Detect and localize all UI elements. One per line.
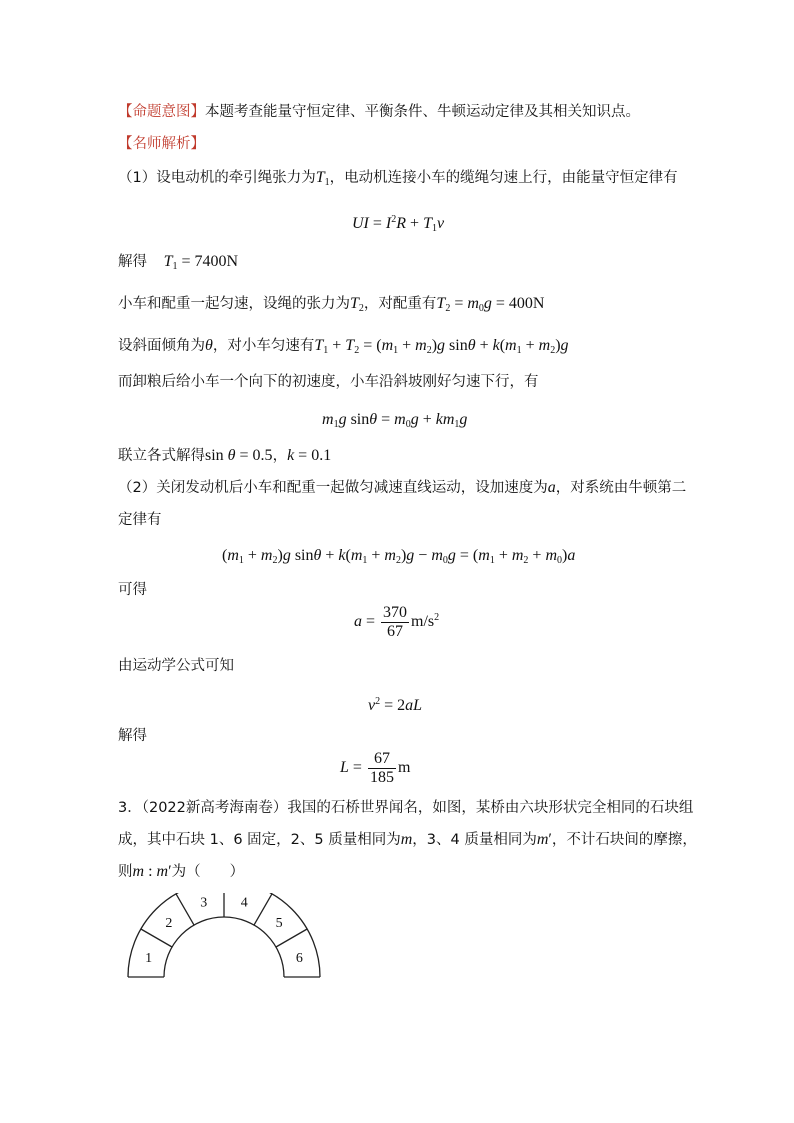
q3-line2	[118, 830, 697, 850]
p5-sep: ，	[272, 448, 288, 464]
q3-line3-a: 则	[118, 864, 133, 880]
part2-line1	[118, 478, 686, 498]
stone-block-label-2: 2	[165, 915, 173, 931]
arch-inner	[164, 917, 284, 977]
get-label: 可得	[118, 582, 147, 598]
a-symbol: a	[547, 479, 556, 496]
ratio-symbol: m : m′	[132, 863, 172, 880]
solve-L-line	[118, 726, 147, 746]
q3-line2-a: 成，其中石块 1、6 固定，2、5 质量相同为	[118, 832, 401, 848]
solve-L-label: 解得	[118, 728, 147, 744]
get-line	[118, 580, 147, 600]
uniform-up-eq: $T_1 + T_2 = (m_1 + m_2)g$ $\sin\theta + k(m_1 + m_2)g$	[314, 337, 569, 356]
stone-block-label-6: 6	[295, 950, 303, 966]
combined-result-line	[118, 446, 331, 466]
p3-a: 设斜面倾角为	[118, 338, 205, 354]
analysis-line	[118, 134, 205, 154]
arch-joint	[254, 894, 272, 925]
part2-line1-b: ，对系统由牛顿第二	[555, 480, 687, 496]
p3-b: ，对小车匀速有	[212, 338, 315, 354]
part2-line1-a: （2）关闭发动机后小车和配重一起做匀减速直线运动，设加速度为	[118, 480, 548, 496]
intent-line	[118, 102, 640, 122]
solve-label: 解得	[118, 254, 147, 270]
kinematics-label: 由运动学公式可知	[118, 658, 234, 674]
m-prime-symbol: m′	[536, 831, 552, 848]
analysis-label: 【名师解析】	[118, 136, 205, 152]
acceleration-result: a = $\frac{370}{67}$ $m/s^2$	[354, 604, 440, 640]
stone-block-label-1: 1	[145, 950, 153, 966]
part2-line2	[118, 510, 162, 530]
kinematics-line	[118, 656, 234, 676]
part2-line2-text: 定律有	[118, 512, 162, 528]
q3-line2-c: ，不计石块间的摩擦，	[551, 832, 697, 848]
p4: 而卸粮后给小车一个向下的初速度，小车沿斜坡刚好匀速下行，有	[118, 374, 539, 390]
intent-label: 【命题意图】	[118, 104, 205, 120]
arch-joint	[176, 894, 194, 925]
part1-intro-a: （1）设电动机的牵引绳张力为	[118, 170, 316, 186]
arch-outline	[128, 893, 320, 977]
intent-text: 本题考查能量守恒定律、平衡条件、牛顿运动定律及其相关知识点。	[205, 104, 640, 120]
unload-line	[118, 372, 539, 392]
energy-equation: UI = $I^2R + T_1v$	[352, 214, 445, 234]
p2-a: 小车和配重一起匀速，设绳的张力为	[118, 296, 350, 312]
a-fraction: $\frac{370}{67}$	[383, 604, 408, 640]
q3-line3	[118, 862, 244, 882]
theta-symbol: θ	[205, 337, 213, 354]
t2-symbol: $T_2$	[350, 295, 364, 314]
part1-intro-b: ，电动机连接小车的缆绳匀速上行，由能量守恒定律有	[329, 170, 678, 186]
q3-line1-text: 3．（2022新高考海南卷）我国的石桥世界闻名，如图，某桥由六块形状完全相同的石块组	[118, 800, 694, 816]
sin-result: sin θ = 0.5	[205, 447, 273, 464]
q3-line3-b: 为（ ）	[171, 864, 245, 880]
k-result: k = 0.1	[287, 447, 332, 464]
p5-a: 联立各式解得	[118, 448, 205, 464]
counterweight-eq: $T_2 = m_0g = 400N$	[436, 295, 545, 314]
solve-t1-line	[118, 252, 238, 277]
t1-result: $T_1 = 7400N$	[163, 253, 239, 272]
stone-block-label-4: 4	[240, 895, 248, 911]
counterweight-line	[118, 294, 544, 319]
stone-block-label-3: 3	[200, 895, 208, 911]
m-symbol: m	[400, 831, 413, 848]
stone-arch-figure	[124, 893, 324, 979]
kinematics-equation: $v^2 = 2aL$	[368, 696, 423, 714]
q3-line2-b: ，3、4 质量相同为	[412, 832, 537, 848]
uniform-down-eq: $m_1g$ $\sin\theta = m_0g + km_1g$	[322, 411, 468, 430]
q3-line1	[118, 798, 693, 818]
part1-intro	[118, 168, 678, 193]
arch-joint	[276, 929, 307, 947]
t1-symbol: $T_1$	[315, 169, 330, 188]
L-fraction: $\frac{67}{185}$	[369, 750, 394, 786]
stone-block-label-5: 5	[275, 915, 283, 931]
incline-line	[118, 336, 569, 361]
p2-b: ，对配重有	[363, 296, 437, 312]
arch-joint	[141, 929, 172, 947]
L-result: L = $\frac{67}{185}$ m	[340, 750, 411, 786]
newton-equation: $(m_1 + m_2)g$ $\sin\theta + k(m_1 + m_2)g - m_0g = (m_1 + m_2 + m_0)a$	[222, 547, 576, 566]
